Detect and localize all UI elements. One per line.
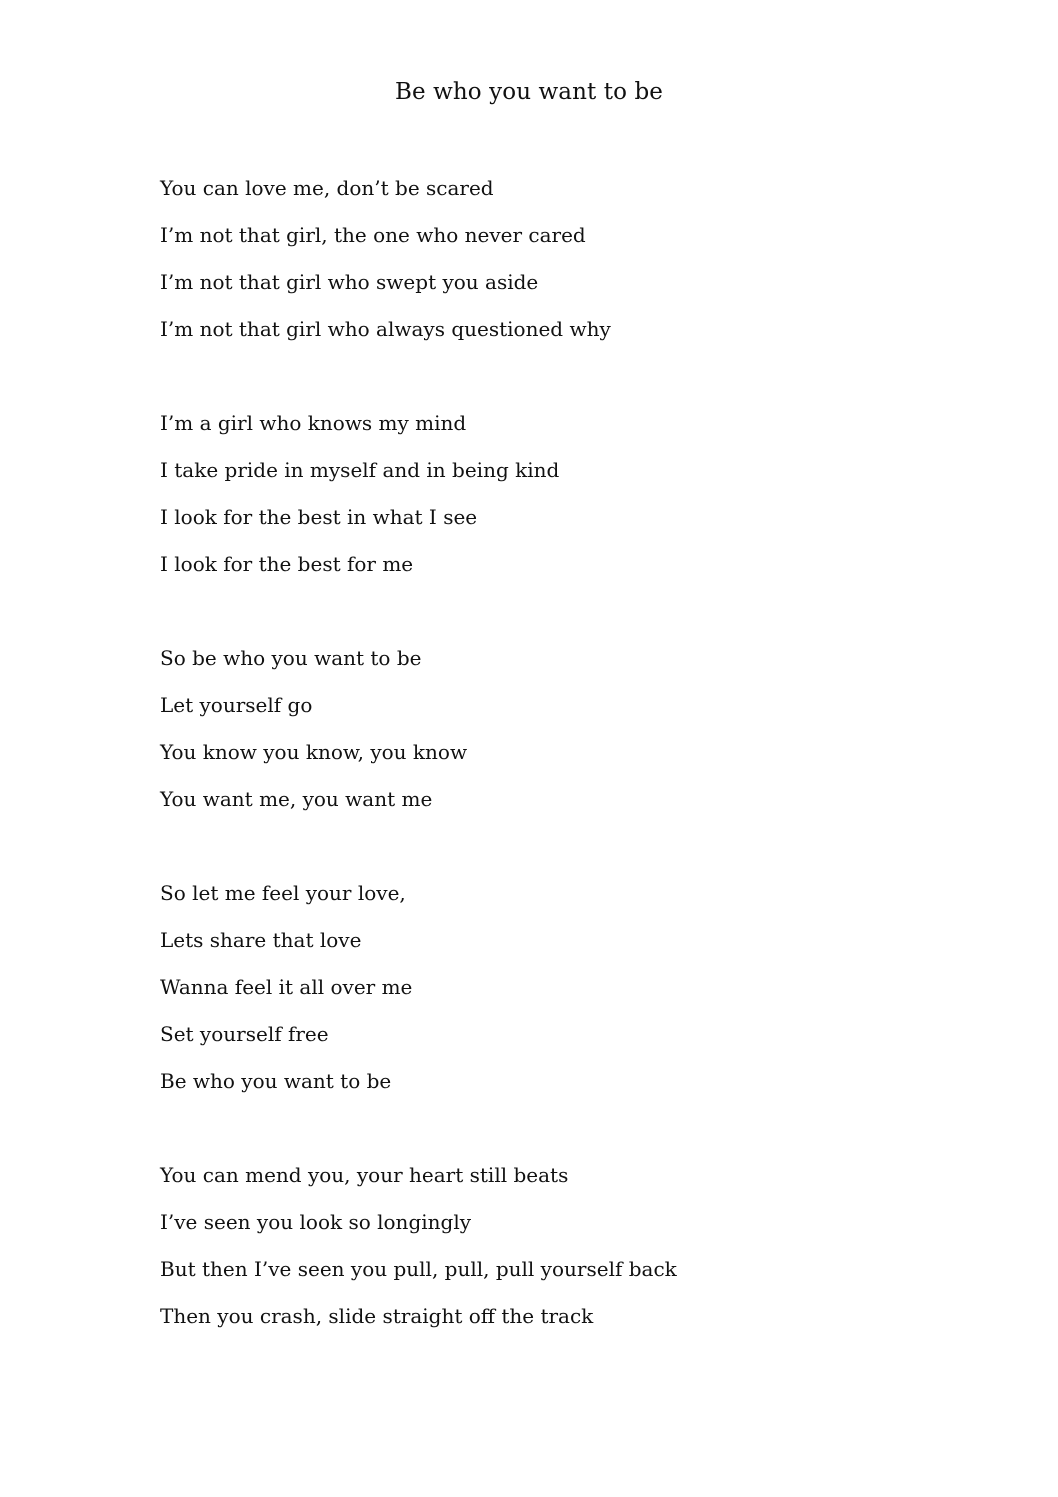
lyric-line: You can mend you, your heart still beats	[160, 1163, 569, 1187]
stanza-5	[160, 1159, 960, 1347]
lyric-line: I take pride in myself and in being kind	[160, 458, 560, 482]
lyric-line: Set yourself free	[160, 1022, 329, 1046]
lyric-line: You want me, you want me	[160, 787, 433, 811]
lyric-line: But then I’ve seen you pull, pull, pull yourself back	[160, 1257, 677, 1281]
lyric-line: You can love me, don’t be scared	[160, 176, 494, 200]
stanza-2	[160, 407, 960, 595]
lyric-line: I’ve seen you look so longingly	[160, 1210, 472, 1234]
lyric-line: I look for the best in what I see	[160, 505, 478, 529]
lyric-line: I’m not that girl who always questioned why	[160, 317, 611, 341]
lyric-line: You know you know, you know	[160, 740, 468, 764]
lyric-line: I’m not that girl who swept you aside	[160, 270, 539, 294]
lyrics-body	[160, 172, 960, 1394]
lyric-line: So be who you want to be	[160, 646, 422, 670]
stanza-4	[160, 877, 960, 1112]
lyric-line: Lets share that love	[160, 928, 362, 952]
lyric-line: I’m a girl who knows my mind	[160, 411, 467, 435]
stanza-3	[160, 642, 960, 830]
lyric-line: So let me feel your love,	[160, 881, 406, 905]
document-title: Be who you want to be	[394, 79, 664, 105]
lyric-line: Let yourself go	[160, 693, 313, 717]
lyric-line: Be who you want to be	[160, 1069, 392, 1093]
lyric-line: I look for the best for me	[160, 552, 414, 576]
lyric-line: Wanna feel it all over me	[160, 975, 413, 999]
lyric-line: Then you crash, slide straight off the track	[160, 1304, 594, 1328]
stanza-1	[160, 172, 960, 360]
lyric-line: I’m not that girl, the one who never cared	[160, 223, 586, 247]
